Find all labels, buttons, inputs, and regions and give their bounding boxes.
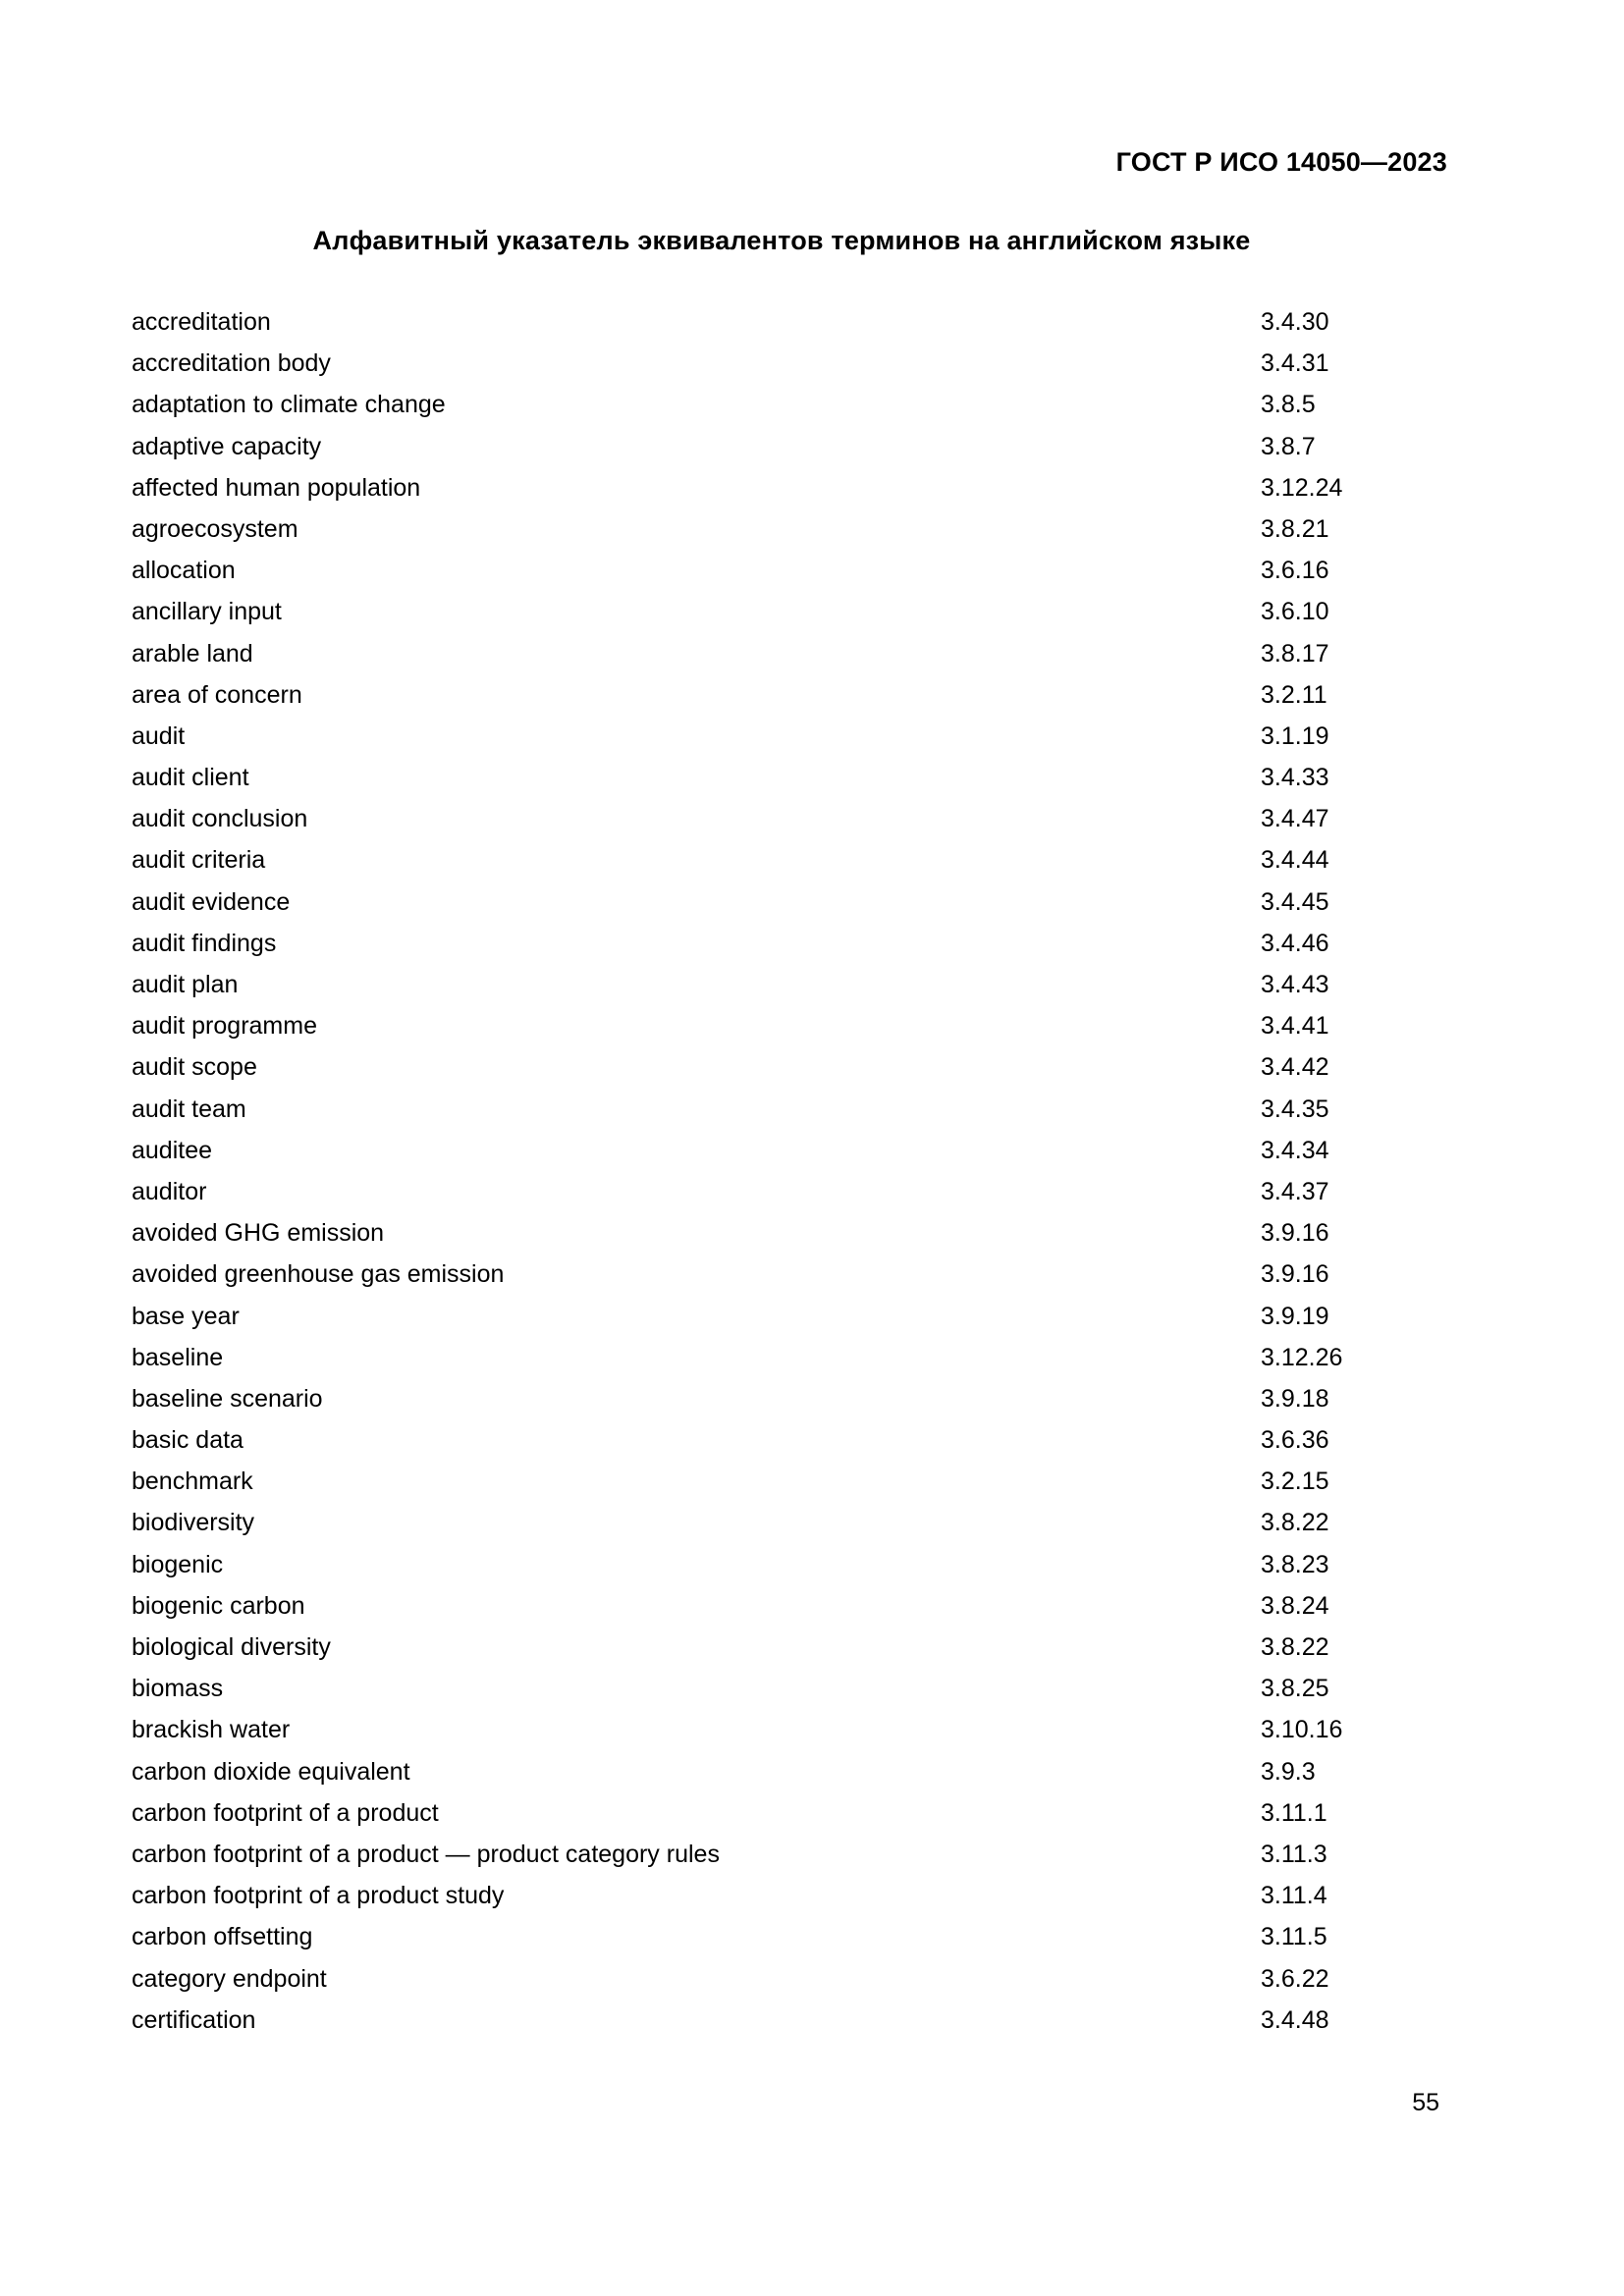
index-entry (132, 1792, 1447, 1834)
index-clause-ref: 3.4.37 (1261, 1177, 1329, 1205)
index-term: audit scope (132, 1053, 257, 1082)
index-entry (132, 1046, 1447, 1088)
index-entry (132, 1171, 1447, 1212)
index-clause-ref: 3.8.22 (1261, 1633, 1329, 1661)
index-entry (132, 1296, 1447, 1337)
index-term: ancillary input (132, 598, 282, 626)
index-clause-ref: 3.4.43 (1261, 971, 1329, 998)
term-index-list (132, 301, 1447, 2041)
index-term: adaptation to climate change (132, 391, 446, 419)
index-clause-ref: 3.4.46 (1261, 929, 1329, 957)
index-entry (132, 550, 1447, 591)
index-entry (132, 591, 1447, 632)
index-term: audit findings (132, 929, 277, 957)
index-clause-ref: 3.12.24 (1261, 473, 1343, 502)
index-clause-ref: 3.10.16 (1261, 1716, 1343, 1744)
index-clause-ref: 3.4.41 (1261, 1012, 1329, 1041)
index-entry (132, 1875, 1447, 1916)
index-term: category endpoint (132, 1964, 327, 1993)
index-clause-ref: 3.11.3 (1261, 1840, 1327, 1868)
index-entry (132, 633, 1447, 674)
index-clause-ref: 3.4.44 (1261, 846, 1329, 875)
index-term: avoided GHG emission (132, 1219, 385, 1248)
index-term: carbon footprint of a product — product category rules (132, 1840, 720, 1868)
index-term: basic data (132, 1426, 244, 1455)
index-clause-ref: 3.6.22 (1261, 1964, 1329, 1993)
index-entry (132, 839, 1447, 881)
index-clause-ref: 3.9.3 (1261, 1757, 1316, 1786)
index-clause-ref: 3.4.48 (1261, 2005, 1329, 2034)
index-term: audit evidence (132, 887, 291, 916)
index-entry (132, 1378, 1447, 1419)
index-term: benchmark (132, 1468, 253, 1496)
index-clause-ref: 3.9.18 (1261, 1384, 1329, 1413)
index-entry (132, 1627, 1447, 1668)
index-clause-ref: 3.8.7 (1261, 432, 1316, 460)
index-clause-ref: 3.8.17 (1261, 639, 1329, 667)
index-clause-ref: 3.8.22 (1261, 1509, 1329, 1537)
index-clause-ref: 3.6.10 (1261, 598, 1329, 626)
index-entry (132, 1709, 1447, 1750)
index-clause-ref: 3.6.36 (1261, 1426, 1329, 1455)
index-entry (132, 384, 1447, 425)
index-clause-ref: 3.11.1 (1261, 1798, 1327, 1827)
index-term: biodiversity (132, 1509, 255, 1537)
index-entry (132, 1958, 1447, 2000)
index-entry (132, 881, 1447, 923)
index-entry (132, 964, 1447, 1005)
index-entry (132, 2000, 1447, 2041)
index-entry (132, 1461, 1447, 1502)
index-entry (132, 1916, 1447, 1957)
index-clause-ref: 3.11.5 (1261, 1923, 1327, 1951)
running-header: ГОСТ Р ИСО 14050—2023 (1115, 147, 1447, 177)
index-term: arable land (132, 639, 253, 667)
index-term: brackish water (132, 1716, 291, 1744)
index-term: auditee (132, 1136, 213, 1164)
index-term: accreditation body (132, 349, 331, 378)
index-entry (132, 674, 1447, 716)
index-term: carbon offsetting (132, 1923, 313, 1951)
index-term: biogenic (132, 1550, 224, 1578)
index-clause-ref: 3.8.25 (1261, 1675, 1329, 1703)
index-entry (132, 467, 1447, 508)
index-clause-ref: 3.6.16 (1261, 557, 1329, 585)
index-entry (132, 1419, 1447, 1461)
index-clause-ref: 3.4.30 (1261, 308, 1329, 336)
index-term: certification (132, 2005, 256, 2034)
index-clause-ref: 3.2.11 (1261, 680, 1327, 709)
index-entry (132, 1668, 1447, 1709)
index-clause-ref: 3.9.16 (1261, 1260, 1329, 1289)
index-term: adaptive capacity (132, 432, 322, 460)
index-clause-ref: 3.8.21 (1261, 514, 1329, 543)
index-entry (132, 1254, 1447, 1295)
index-term: allocation (132, 557, 236, 585)
index-term: audit plan (132, 971, 239, 998)
index-entry (132, 1502, 1447, 1543)
index-term: area of concern (132, 680, 302, 709)
index-term: base year (132, 1302, 240, 1330)
index-term: audit programme (132, 1012, 317, 1041)
index-term: baseline (132, 1343, 224, 1371)
index-entry (132, 343, 1447, 384)
index-clause-ref: 3.4.42 (1261, 1053, 1329, 1082)
index-clause-ref: 3.9.16 (1261, 1219, 1329, 1248)
index-entry (132, 923, 1447, 964)
index-clause-ref: 3.8.24 (1261, 1591, 1329, 1620)
index-term: audit conclusion (132, 805, 308, 833)
index-entry (132, 1005, 1447, 1046)
index-clause-ref: 3.11.4 (1261, 1882, 1327, 1910)
page-number: 55 (1412, 2089, 1439, 2116)
index-term: biological diversity (132, 1633, 331, 1661)
index-clause-ref: 3.4.35 (1261, 1095, 1329, 1123)
index-term: baseline scenario (132, 1384, 323, 1413)
index-term: biomass (132, 1675, 224, 1703)
index-entry (132, 1130, 1447, 1171)
index-term: affected human population (132, 473, 421, 502)
index-term: carbon footprint of a product study (132, 1882, 505, 1910)
index-entry (132, 1751, 1447, 1792)
index-clause-ref: 3.12.26 (1261, 1343, 1343, 1371)
index-entry (132, 798, 1447, 839)
index-title: Алфавитный указатель эквивалентов терминов на английском языке (312, 226, 1251, 255)
index-term: accreditation (132, 308, 271, 336)
index-entry (132, 426, 1447, 467)
index-entry (132, 1089, 1447, 1130)
index-clause-ref: 3.8.5 (1261, 391, 1316, 419)
index-term: carbon footprint of a product (132, 1798, 439, 1827)
index-entry (132, 1212, 1447, 1254)
index-clause-ref: 3.4.34 (1261, 1136, 1329, 1164)
index-entry (132, 1544, 1447, 1585)
index-clause-ref: 3.2.15 (1261, 1468, 1329, 1496)
index-term: auditor (132, 1177, 207, 1205)
index-clause-ref: 3.1.19 (1261, 721, 1329, 750)
index-clause-ref: 3.8.23 (1261, 1550, 1329, 1578)
index-term: agroecosystem (132, 514, 298, 543)
index-clause-ref: 3.4.33 (1261, 764, 1329, 792)
index-clause-ref: 3.4.45 (1261, 887, 1329, 916)
index-entry (132, 301, 1447, 343)
index-term: avoided greenhouse gas emission (132, 1260, 505, 1289)
index-entry (132, 716, 1447, 757)
index-clause-ref: 3.4.31 (1261, 349, 1329, 378)
index-clause-ref: 3.4.47 (1261, 805, 1329, 833)
index-term: audit (132, 721, 186, 750)
index-entry (132, 1337, 1447, 1378)
index-entry (132, 508, 1447, 550)
index-term: audit criteria (132, 846, 266, 875)
index-term: audit team (132, 1095, 246, 1123)
index-entry (132, 1834, 1447, 1875)
index-entry (132, 757, 1447, 798)
index-term: audit client (132, 764, 249, 792)
index-clause-ref: 3.9.19 (1261, 1302, 1329, 1330)
index-term: carbon dioxide equivalent (132, 1757, 410, 1786)
index-entry (132, 1585, 1447, 1627)
index-term: biogenic carbon (132, 1591, 305, 1620)
